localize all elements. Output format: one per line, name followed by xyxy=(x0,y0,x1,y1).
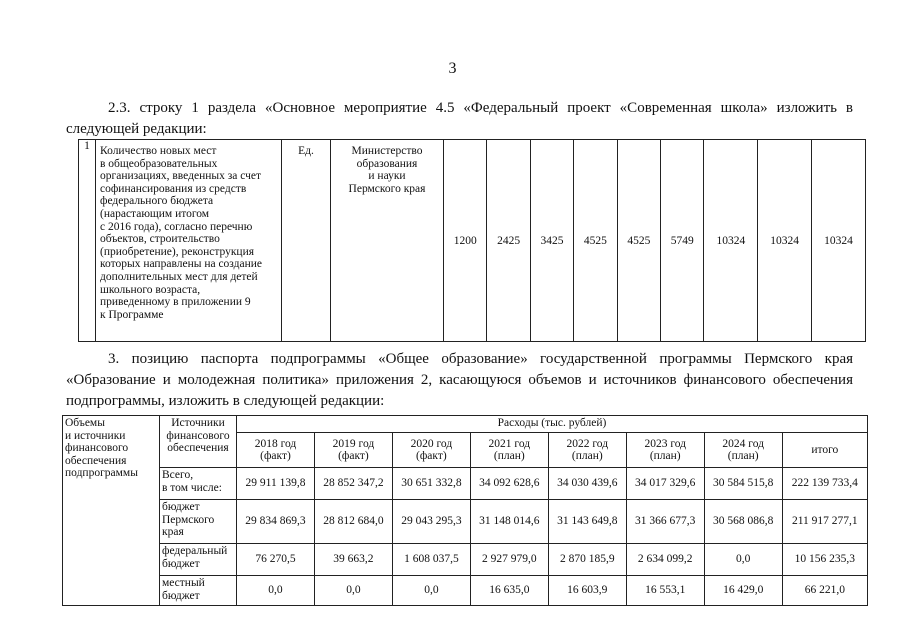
year-label: 2024 год xyxy=(722,437,764,450)
amount-cell: 31 143 649,8 xyxy=(548,500,626,544)
source-label xyxy=(160,576,237,606)
source-line: в том числе: xyxy=(162,481,222,494)
label-line: и источники xyxy=(65,429,126,442)
year-label: 2021 год xyxy=(488,437,531,450)
year-kind: (факт) xyxy=(416,450,447,462)
amount-cell: 28 852 347,2 xyxy=(314,468,392,500)
year-label: 2020 год xyxy=(410,437,453,450)
value-cell: 3425 xyxy=(530,140,573,342)
description-line: в общеобразовательных xyxy=(100,157,218,170)
amount-cell: 16 429,0 xyxy=(704,576,782,606)
source-label xyxy=(160,500,237,544)
indicator-description xyxy=(96,140,282,342)
source-line: федеральный xyxy=(162,545,228,557)
year-label: 2022 год xyxy=(566,437,609,450)
amendment-paragraph-2-3: 2.3. строку 1 раздела «Основное мероприятие 4.5 «Федеральный проект «Современная школа» изложить в следующей редакции: xyxy=(66,100,853,137)
source-line: бюджет xyxy=(162,589,200,602)
source-label xyxy=(160,468,237,500)
description-line: объектов, строительство xyxy=(100,233,220,246)
total-cell: 10 156 235,3 xyxy=(782,544,867,576)
amount-cell: 29 043 295,3 xyxy=(392,500,470,544)
amount-cell: 30 651 332,8 xyxy=(392,468,470,500)
amount-cell: 0,0 xyxy=(392,576,470,606)
header-line: Источники xyxy=(171,417,225,429)
value-cell: 4525 xyxy=(617,140,660,342)
amount-cell: 0,0 xyxy=(237,576,315,606)
expenses-header: Расходы (тыс. рублей) xyxy=(237,416,868,433)
total-cell: 222 139 733,4 xyxy=(782,468,867,500)
source-label xyxy=(160,544,237,576)
table-row xyxy=(79,140,866,342)
description-line: дополнительных мест для детей xyxy=(100,270,258,283)
amount-cell: 30 584 515,8 xyxy=(704,468,782,500)
total-cell: 66 221,0 xyxy=(782,576,867,606)
value-cell: 10324 xyxy=(812,140,866,342)
amount-cell: 0,0 xyxy=(704,544,782,576)
year-header xyxy=(237,433,315,468)
value-cell: 4525 xyxy=(574,140,617,342)
label-line: обеспечения xyxy=(65,454,127,467)
source-line: Пермского xyxy=(162,513,215,526)
year-label: 2018 год xyxy=(254,437,297,450)
description-line: (нарастающим итогом xyxy=(100,207,210,220)
year-header xyxy=(314,433,392,468)
value-cell: 10324 xyxy=(758,140,812,342)
value-cell: 2425 xyxy=(487,140,530,342)
description-line: (приобретение), реконструкция xyxy=(100,245,255,258)
source-line: бюджет xyxy=(162,501,200,513)
amount-cell: 34 017 329,6 xyxy=(626,468,704,500)
organization-line: Пермского края xyxy=(348,182,426,195)
amount-cell: 16 635,0 xyxy=(470,576,548,606)
table-row xyxy=(63,500,868,544)
amount-cell: 2 634 099,2 xyxy=(626,544,704,576)
amount-cell: 2 927 979,0 xyxy=(470,544,548,576)
value-cell: 1200 xyxy=(444,140,487,342)
source-line: Всего, xyxy=(162,469,194,481)
unit-cell: Ед. xyxy=(282,140,331,342)
organization-line: образования xyxy=(356,157,418,170)
year-header xyxy=(704,433,782,468)
source-line: бюджет xyxy=(162,557,200,570)
year-header xyxy=(392,433,470,468)
amount-cell: 2 870 185,9 xyxy=(548,544,626,576)
description-line: к Программе xyxy=(100,308,164,321)
amount-cell: 31 148 014,6 xyxy=(470,500,548,544)
table-row xyxy=(63,576,868,606)
year-header xyxy=(548,433,626,468)
label-line: Объемы xyxy=(65,417,105,429)
amount-cell: 16 603,9 xyxy=(548,576,626,606)
value-cell: 5749 xyxy=(661,140,704,342)
description-line: приведенному в приложении 9 xyxy=(100,296,251,309)
responsible-organization xyxy=(331,140,444,342)
label-line: подпрограммы xyxy=(65,467,138,479)
amount-cell: 30 568 086,8 xyxy=(704,500,782,544)
source-line: местный xyxy=(162,577,205,589)
year-label: 2019 год xyxy=(332,437,375,450)
description-line: организациях, введенных за счет xyxy=(100,170,262,183)
sources-header xyxy=(160,416,237,468)
year-kind: (план) xyxy=(727,450,759,462)
description-line: софинансирования из средств xyxy=(100,182,247,195)
header-line: обеспечения xyxy=(167,442,229,454)
organization-line: Министерство xyxy=(351,145,423,157)
description-line: школьного возраста, xyxy=(100,283,201,296)
volumes-label-cell xyxy=(63,416,160,606)
year-kind: (план) xyxy=(649,450,681,462)
total-header: итого xyxy=(782,433,867,468)
year-header xyxy=(626,433,704,468)
amount-cell: 34 092 628,6 xyxy=(470,468,548,500)
amount-cell: 1 608 037,5 xyxy=(392,544,470,576)
total-cell: 211 917 277,1 xyxy=(782,500,867,544)
amount-cell: 29 834 869,3 xyxy=(237,500,315,544)
table-row xyxy=(63,468,868,500)
source-line: края xyxy=(162,526,184,538)
year-label: 2023 год xyxy=(644,437,687,450)
amount-cell: 39 663,2 xyxy=(314,544,392,576)
year-header xyxy=(470,433,548,468)
label-line: финансового xyxy=(65,442,129,454)
table-row xyxy=(63,544,868,576)
organization-line: и науки xyxy=(368,170,406,183)
amount-cell: 0,0 xyxy=(314,576,392,606)
header-line: финансового xyxy=(166,429,230,442)
value-cell: 10324 xyxy=(704,140,758,342)
amount-cell: 31 366 677,3 xyxy=(626,500,704,544)
description-line: Количество новых мест xyxy=(100,145,217,157)
table-row xyxy=(63,416,868,433)
year-kind: (факт) xyxy=(260,450,291,462)
page-number: 3 xyxy=(448,60,457,77)
amount-cell: 16 553,1 xyxy=(626,576,704,606)
description-line: которых направлены на создание xyxy=(100,258,263,271)
amount-cell: 76 270,5 xyxy=(237,544,315,576)
description-line: федерального бюджета xyxy=(100,195,214,208)
description-line: с 2016 года), согласно перечню xyxy=(100,220,253,233)
year-kind: (план) xyxy=(493,450,525,462)
row-number: 1 xyxy=(79,140,96,342)
amount-cell: 28 812 684,0 xyxy=(314,500,392,544)
financing-table xyxy=(62,415,868,606)
amendment-paragraph-3: 3. позицию паспорта подпрограммы «Общее образование» государственной программы Пермского края «Образование и молодежная политика» приложения 2, касающуюся объемов и источников финансового обеспечения подпрограммы, изложить в следующей редакции: xyxy=(66,351,853,409)
amount-cell: 29 911 139,8 xyxy=(237,468,315,500)
amount-cell: 34 030 439,6 xyxy=(548,468,626,500)
program-row-table xyxy=(78,139,866,342)
year-kind: (план) xyxy=(571,450,603,462)
year-kind: (факт) xyxy=(338,450,369,462)
